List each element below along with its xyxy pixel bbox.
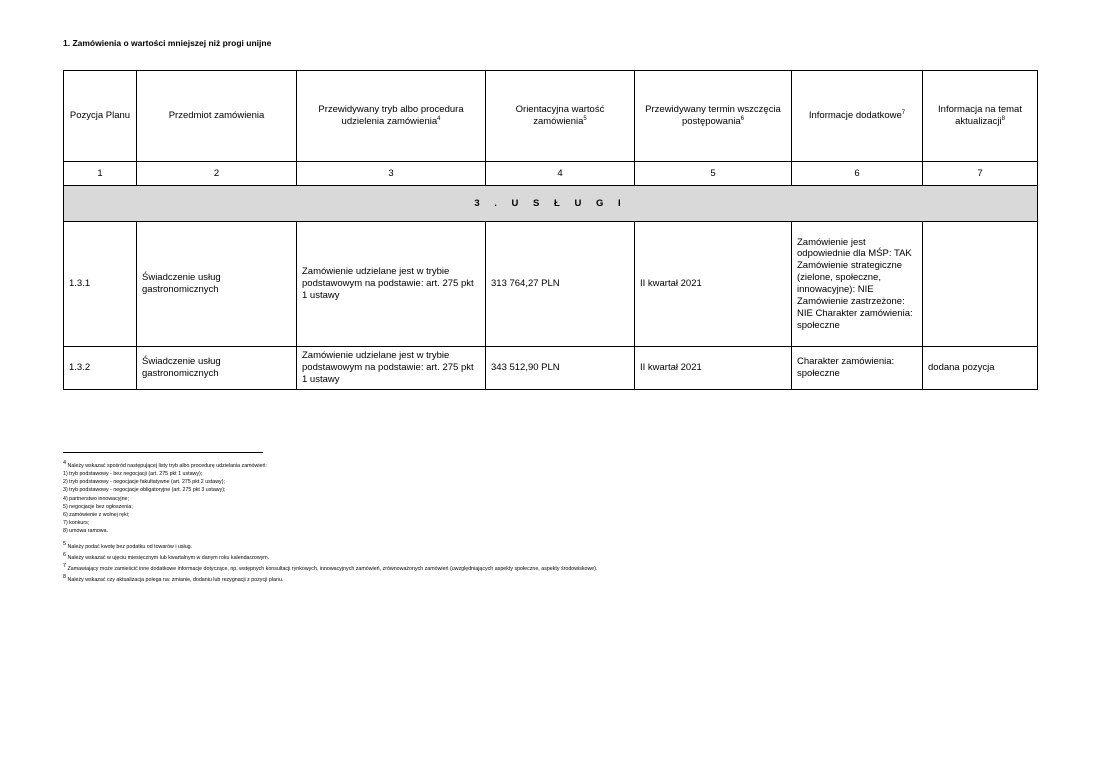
procurement-plan-table — [63, 70, 1038, 390]
section-heading-row — [64, 186, 1038, 222]
footnote-4-item: 5) negocjacje bez ogłoszenia; — [63, 503, 133, 510]
cell-subject: Świadczenie usług gastronomicznych — [137, 222, 297, 347]
header-subject: Przedmiot zamówienia — [137, 71, 297, 162]
footnote-ref: 5 — [583, 115, 587, 122]
cell-additional-info: Charakter zamówienia: społeczne — [792, 347, 923, 390]
column-number: 1 — [64, 162, 137, 186]
column-number: 6 — [792, 162, 923, 186]
footnote-7: $^7$ Zamawiający może zamieścić inne dodatkowe informacje dotyczące, np. wstępnych konsultacji rynkowych, innowacyjnych zamówień, zrównoważonych zamówień (uwzględniających aspekty społeczne, aspekty środowiskowe). — [63, 562, 598, 572]
footnote-4-item: 2) tryb podstawowy - negocjacje fakultatywne (art. 275 pkt 2 ustawy); — [63, 479, 225, 486]
cell-procedure: Zamówienie udzielane jest w trybie podstawowym na podstawie: art. 275 pkt 1 ustawy — [297, 347, 486, 390]
section-heading: 3 . U S Ł U G I — [64, 186, 1038, 222]
cell-update: dodana pozycja — [923, 347, 1038, 390]
cell-position: 1.3.1 — [64, 222, 137, 347]
cell-value: 313 764,27 PLN — [486, 222, 635, 347]
footnote-separator — [63, 452, 263, 453]
footnote-4-item: 1) tryb podstawowy - bez negocjacji (art. 275 pkt 1 ustawy); — [63, 470, 203, 477]
table-header-row — [64, 71, 1038, 162]
cell-term: II kwartał 2021 — [635, 222, 792, 347]
column-number: 3 — [297, 162, 486, 186]
header-estimated-value: Orientacyjna wartość zamówienia$^5$ — [486, 71, 635, 162]
footnote-8: $^8$ Należy wskazać czy aktualizacja polega na: zmianie, dodaniu lub rezygnacji z pozycji planu. — [63, 573, 284, 583]
footnote-5: $^5$ Należy podać kwotę bez podatku od towarów i usług. — [63, 540, 193, 550]
footnote-ref: 6 — [740, 115, 744, 122]
column-number: 4 — [486, 162, 635, 186]
header-additional-info: Informacje dodatkowe$^7$ — [792, 71, 923, 162]
header-plan-position: Pozycja Planu — [64, 71, 137, 162]
cell-subject: Świadczenie usług gastronomicznych — [137, 347, 297, 390]
column-number: 2 — [137, 162, 297, 186]
footnote-ref: 7 — [901, 109, 906, 116]
table-row — [64, 347, 1038, 390]
footnote-ref: 8 — [1001, 115, 1005, 122]
cell-update — [923, 222, 1038, 347]
column-number: 7 — [923, 162, 1038, 186]
column-number-row — [64, 162, 1038, 186]
table-row — [64, 222, 1038, 347]
cell-position: 1.3.2 — [64, 347, 137, 390]
section-title: 1. Zamówienia o wartości mniejszej niż progi unijne — [63, 38, 272, 48]
column-number: 5 — [635, 162, 792, 186]
header-start-term: Przewidywany termin wszczęcia postępowania$^6$ — [635, 71, 792, 162]
footnote-ref: 4 — [437, 115, 441, 122]
footnote-4-item: 4) partnerstwo innowacyjne; — [63, 495, 129, 502]
footnote-6: $^6$ Należy wskazać w ujęciu miesięcznym lub kwartalnym w danym roku kalendarzowym. — [63, 551, 270, 561]
cell-value: 343 512,90 PLN — [486, 347, 635, 390]
footnote-4-item: 3) tryb podstawowy - negocjacje obligatoryjne (art. 275 pkt 3 ustawy); — [63, 487, 226, 494]
footnote-4: $^4$ Należy wskazać spośród następującej listy tryb albo procedurę udzielania zamówień: — [63, 460, 267, 469]
footnote-4-item: 6) zamówienie z wolnej ręki; — [63, 511, 130, 518]
header-update-info: Informacja na temat aktualizacji$^8$ — [923, 71, 1038, 162]
header-procedure: Przewidywany tryb albo procedura udzielenia zamówienia$^4$ — [297, 71, 486, 162]
cell-procedure: Zamówienie udzielane jest w trybie podstawowym na podstawie: art. 275 pkt 1 ustawy — [297, 222, 486, 347]
cell-additional-info: Zamówienie jest odpowiednie dla MŚP: TAK Zamówienie strategiczne (zielone, społeczne, innowacyjne): NIE Zamówienie zastrzeżone: NIE Charakter zamówienia: społeczne — [792, 222, 923, 347]
footnote-4-item: 8) umowa ramowa. — [63, 528, 109, 535]
footnotes — [63, 459, 1037, 583]
cell-term: II kwartał 2021 — [635, 347, 792, 390]
footnote-4-item: 7) konkurs; — [63, 520, 90, 527]
